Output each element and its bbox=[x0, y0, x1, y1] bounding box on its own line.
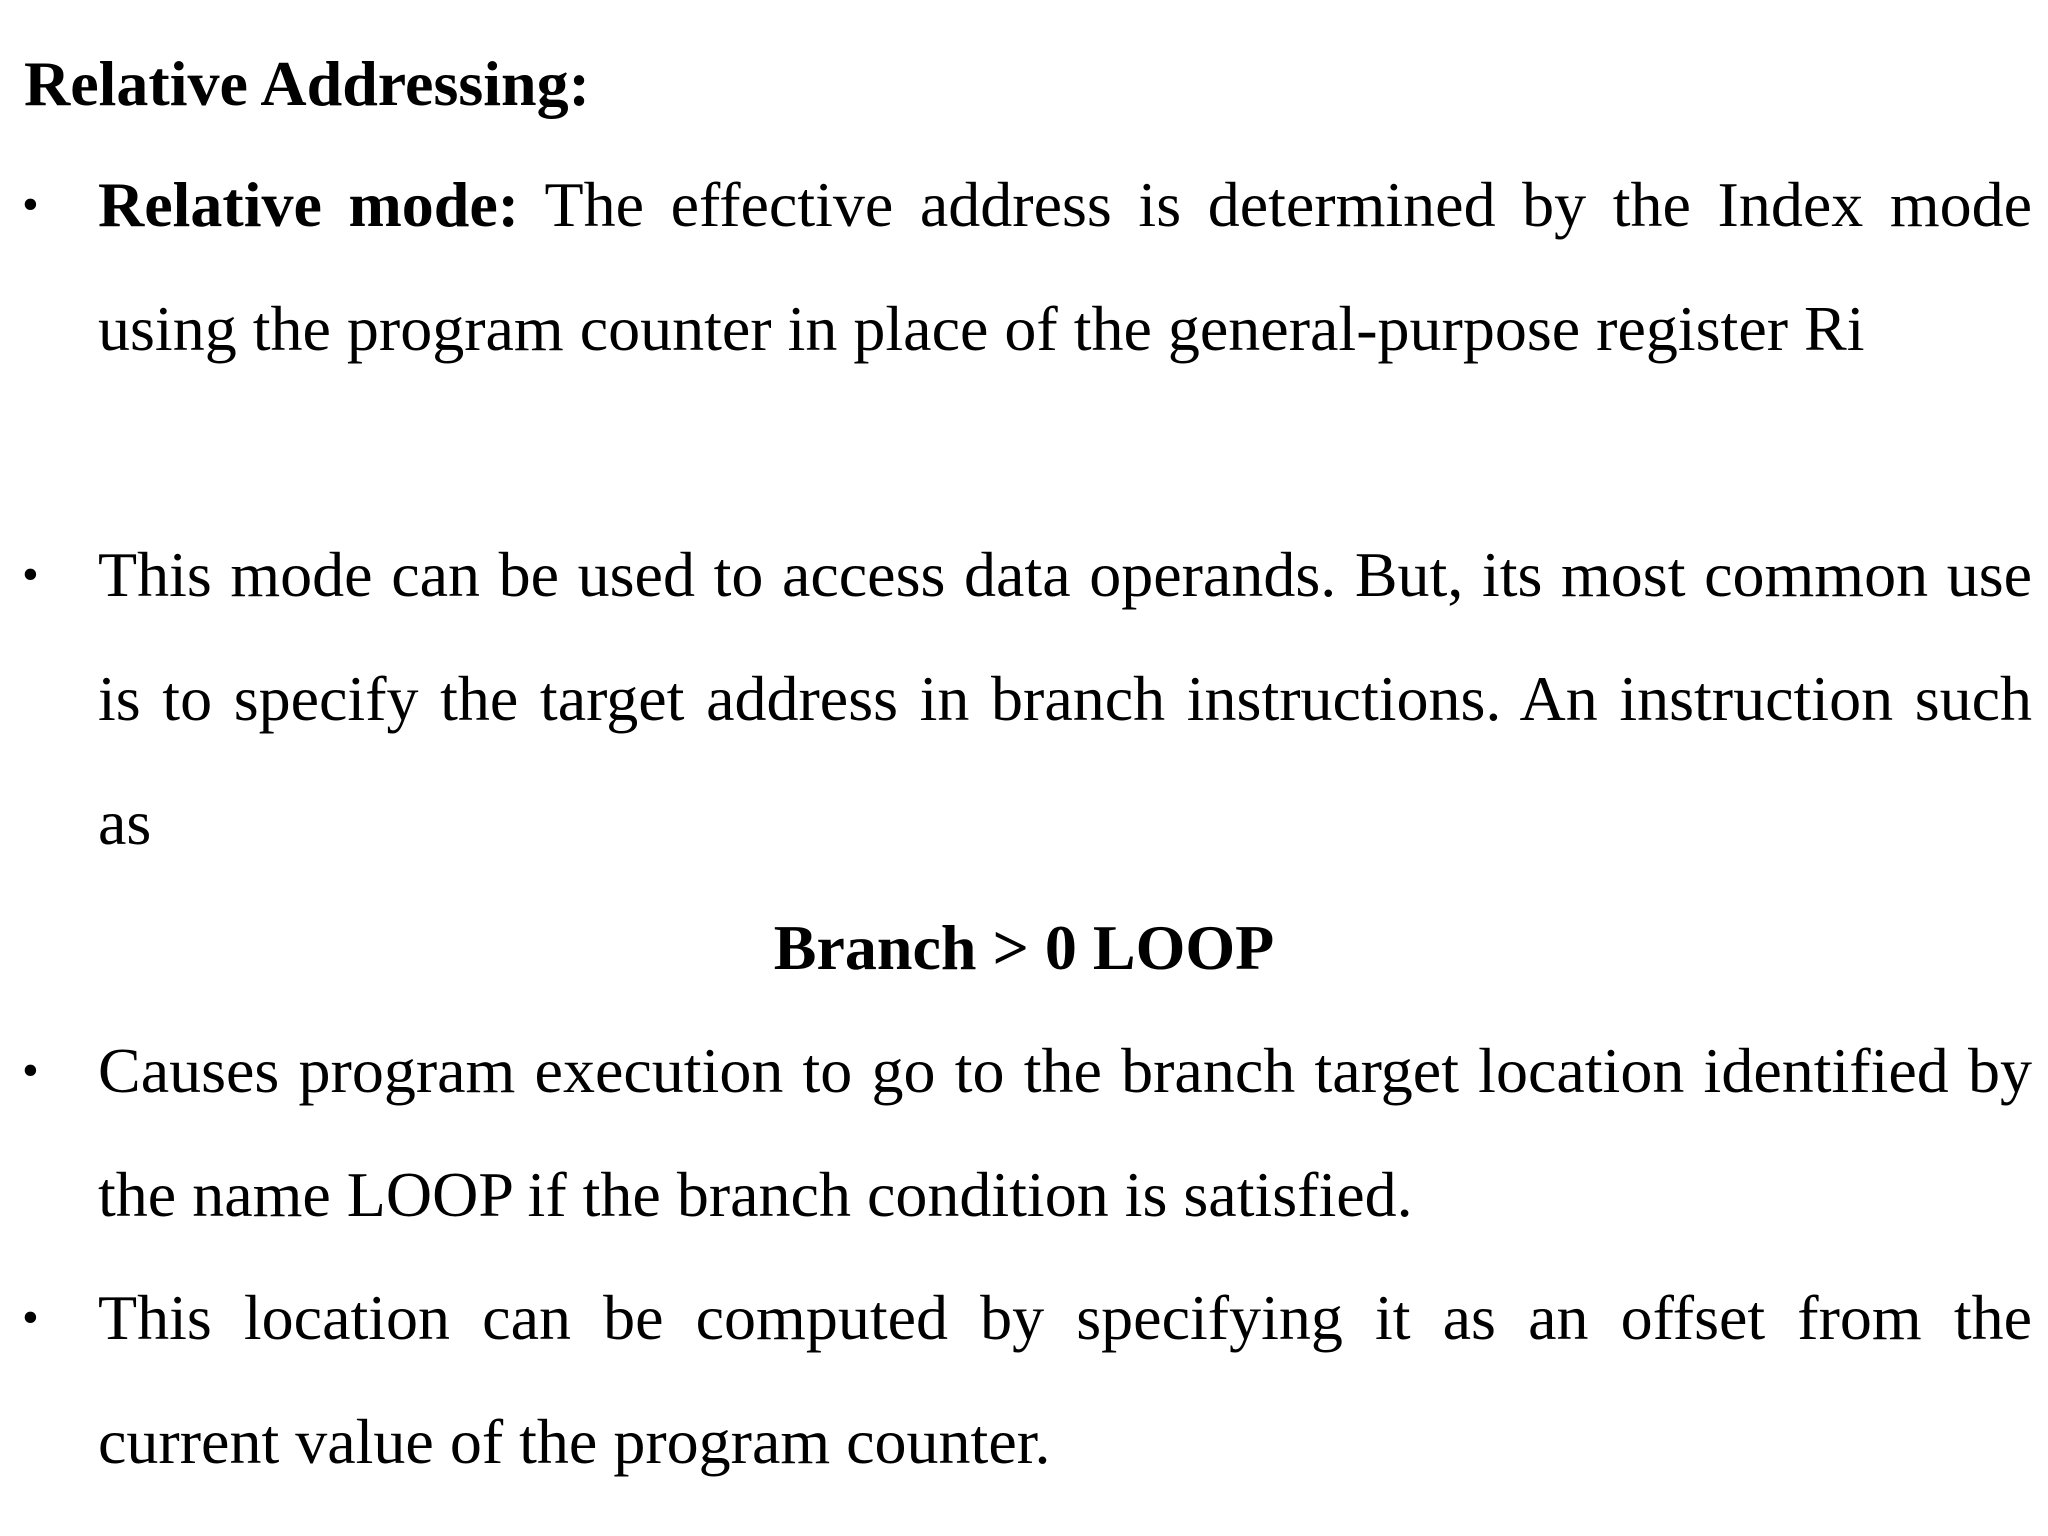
bullet-text: This mode can be used to access data operands. But, its most common use is to specify the target address in branch instructions. An instruction such as bbox=[98, 539, 2032, 858]
bullet-marker: • bbox=[22, 1291, 39, 1344]
bullet-marker: • bbox=[22, 178, 39, 231]
example-instruction: Branch > 0 LOOP bbox=[773, 912, 1275, 983]
bullet-marker: • bbox=[22, 548, 39, 601]
bullet-label: Relative mode: bbox=[98, 169, 520, 240]
bullet-text: This location can be computed by specifying it as an offset from the current value of the program counter. bbox=[98, 1282, 2032, 1477]
bullet-text: Causes program execution to go to the branch target location identified by the name LOOP if the branch condition is satisfied. bbox=[98, 1035, 2032, 1230]
bullet-body: The effective address is determined by the Index mode using the program counter in place of the general-purpose register Ri bbox=[98, 169, 2033, 364]
section-heading: Relative Addressing: bbox=[24, 48, 590, 119]
bullet-marker: • bbox=[22, 1044, 39, 1097]
bullet-text bbox=[98, 143, 2032, 391]
